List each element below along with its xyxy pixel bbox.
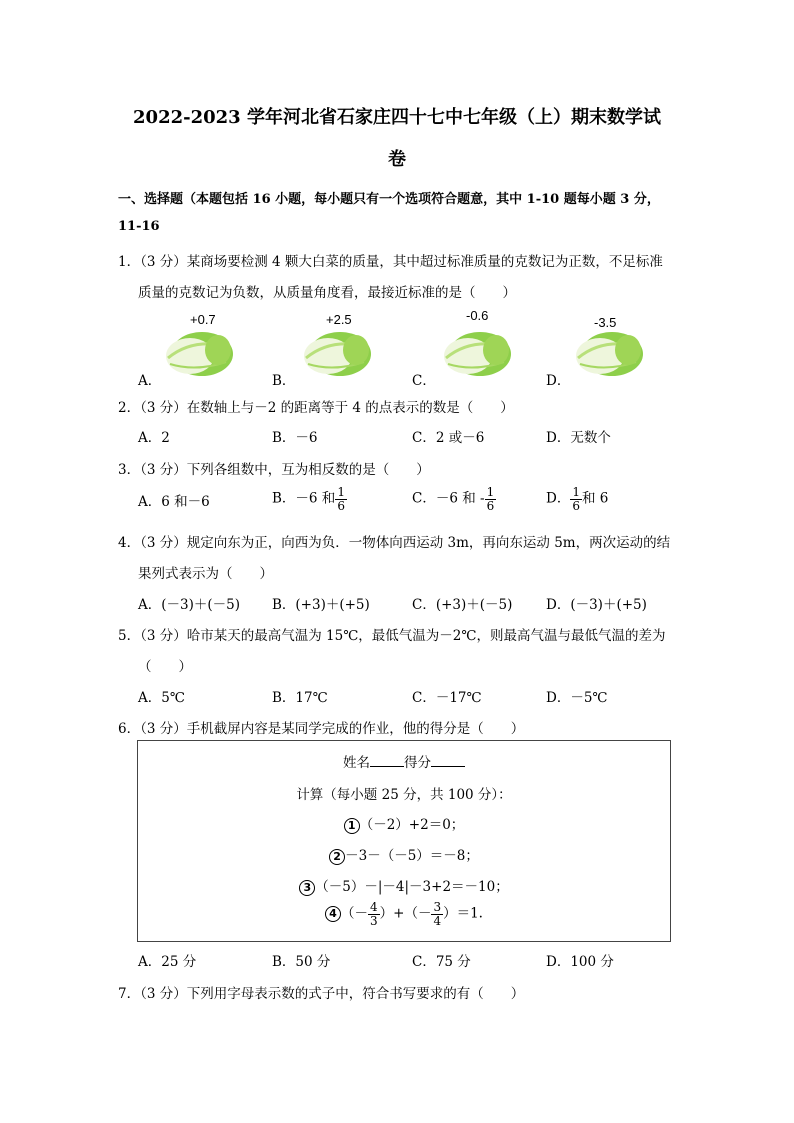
section-header-line2: 11-16 xyxy=(118,219,160,234)
item-4-part-a: （－ xyxy=(341,905,368,922)
option-b: B．17℃ xyxy=(272,690,328,706)
cabbage-image-b xyxy=(300,328,372,380)
question-3-stem: 3．（3 分）下列各组数中，互为相反数的是（ ） xyxy=(118,462,430,478)
question-3-options xyxy=(138,486,698,522)
fraction-numerator: 1 xyxy=(572,485,580,499)
option-a: A．5℃ xyxy=(138,690,185,706)
option-b: B．－6 xyxy=(272,430,318,446)
circled-number-2: 2 xyxy=(329,849,345,865)
item-3-text: （－5）－|－4|－3+2＝－10； xyxy=(315,879,509,895)
cabbage-image-a xyxy=(162,328,234,380)
option-d: D．无数个 xyxy=(546,430,611,446)
option-c: C．(+3)＋(－5) xyxy=(412,597,513,613)
homework-item-4 xyxy=(138,901,670,927)
circled-number-4: 4 xyxy=(325,906,341,922)
question-2-stem: 2．（3 分）在数轴上与－2 的距离等于 4 的点表示的数是（ ） xyxy=(118,400,514,416)
question-2-options xyxy=(138,426,698,448)
option-c-text: C．－6 和 - xyxy=(412,490,485,507)
option-a-letter: A． xyxy=(138,373,162,389)
option-a: A．2 xyxy=(138,430,170,446)
option-a: A．(－3)＋(－5) xyxy=(138,597,240,613)
homework-screenshot-box xyxy=(137,740,671,942)
fraction-numerator: 4 xyxy=(370,900,378,914)
fraction-denominator: 6 xyxy=(337,498,345,513)
option-c: C．2 或－6 xyxy=(412,430,485,446)
score-blank xyxy=(431,754,465,767)
fraction xyxy=(431,901,443,927)
question-6-options xyxy=(138,950,698,972)
option-b-text: B．－6 和 xyxy=(272,490,336,507)
fraction xyxy=(485,486,497,512)
option-b xyxy=(272,486,347,512)
option-a-value: +0.7 xyxy=(190,312,216,327)
option-b-letter: B． xyxy=(272,373,296,389)
item-2-text: －3－（－5）＝－8； xyxy=(345,848,479,864)
question-1-line1: 1．（3 分）某商场要检测 4 颗大白菜的质量，其中超过标准质量的克数记为正数，不足标准 xyxy=(118,254,663,270)
fraction xyxy=(335,486,347,512)
question-5-line1: 5．（3 分）哈市某天的最高气温为 15℃，最低气温为－2℃，则最高气温与最低气温的差为 xyxy=(118,628,666,644)
question-1-line2: 质量的克数记为负数，从质量角度看，最接近标准的是（ ） xyxy=(138,285,516,301)
name-blank xyxy=(370,754,404,767)
exam-title-line2: 卷 xyxy=(388,149,406,170)
option-d xyxy=(546,486,608,512)
fraction-denominator: 4 xyxy=(433,913,442,928)
question-5-options xyxy=(138,686,698,708)
option-c: C．－17℃ xyxy=(412,690,482,706)
fraction xyxy=(368,901,380,927)
fraction-denominator: 6 xyxy=(486,498,495,513)
option-d-letter: D． xyxy=(546,490,571,507)
question-5-line2: （ ） xyxy=(138,659,192,675)
name-score-line xyxy=(138,751,670,771)
item-4-part-b: ）+（－ xyxy=(379,905,432,922)
fraction-numerator: 3 xyxy=(433,900,442,914)
exam-title-line1: 2022-2023 学年河北省石家庄四十七中七年级（上）期末数学试 xyxy=(133,107,661,128)
option-b: B．(+3)＋(+5) xyxy=(272,597,370,613)
instruction-line: 计算（每小题 25 分，共 100 分）： xyxy=(296,787,512,803)
option-b: B．50 分 xyxy=(272,954,331,970)
option-d: D．－5℃ xyxy=(546,690,608,706)
fraction xyxy=(570,486,582,512)
question-4-line2: 果列式表示为（ ） xyxy=(138,566,273,582)
question-6-stem: 6．（3 分）手机截屏内容是某同学完成的作业，他的得分是（ ） xyxy=(118,721,525,737)
section-header-line1: 一、选择题（本题包括 16 小题，每小题只有一个选项符合题意，其中 1-10 题每小题 3 分， xyxy=(118,192,660,207)
homework-item-2 xyxy=(138,844,670,865)
name-label: 姓名 xyxy=(343,755,370,771)
cabbage-image-c xyxy=(440,328,512,380)
item-4-part-c: ）＝1. xyxy=(443,905,483,922)
option-c: C．75 分 xyxy=(412,954,471,970)
option-d-text: 和 6 xyxy=(581,490,609,507)
circled-number-3: 3 xyxy=(299,880,315,896)
item-1-text: （－2）+2＝0； xyxy=(359,817,465,833)
option-d-value: -3.5 xyxy=(594,315,617,330)
question-4-line1: 4．（3 分）规定向东为正，向西为负．一物体向西运动 3m，再向东运动 5m，两次运动的结 xyxy=(118,535,671,551)
option-c xyxy=(412,486,496,512)
fraction-denominator: 6 xyxy=(572,498,580,513)
option-d: D．100 分 xyxy=(546,954,614,970)
option-c-letter: C． xyxy=(412,373,436,389)
option-a: A．6 和－6 xyxy=(138,494,210,510)
score-label: 得分 xyxy=(404,755,431,771)
circled-number-1: 1 xyxy=(344,818,360,834)
fraction-denominator: 3 xyxy=(370,913,378,928)
option-d: D．(－3)＋(+5) xyxy=(546,597,647,613)
option-d-letter: D． xyxy=(546,373,571,389)
fraction-numerator: 1 xyxy=(486,485,495,499)
question-7-stem: 7．（3 分）下列用字母表示数的式子中，符合书写要求的有（ ） xyxy=(118,986,525,1002)
option-a: A．25 分 xyxy=(138,954,197,970)
cabbage-image-d xyxy=(572,328,644,380)
homework-item-1 xyxy=(138,813,670,834)
fraction-numerator: 1 xyxy=(337,485,345,499)
question-4-options xyxy=(138,593,698,615)
option-c-value: -0.6 xyxy=(466,308,489,323)
homework-item-3 xyxy=(138,875,670,896)
option-b-value: +2.5 xyxy=(326,312,352,327)
